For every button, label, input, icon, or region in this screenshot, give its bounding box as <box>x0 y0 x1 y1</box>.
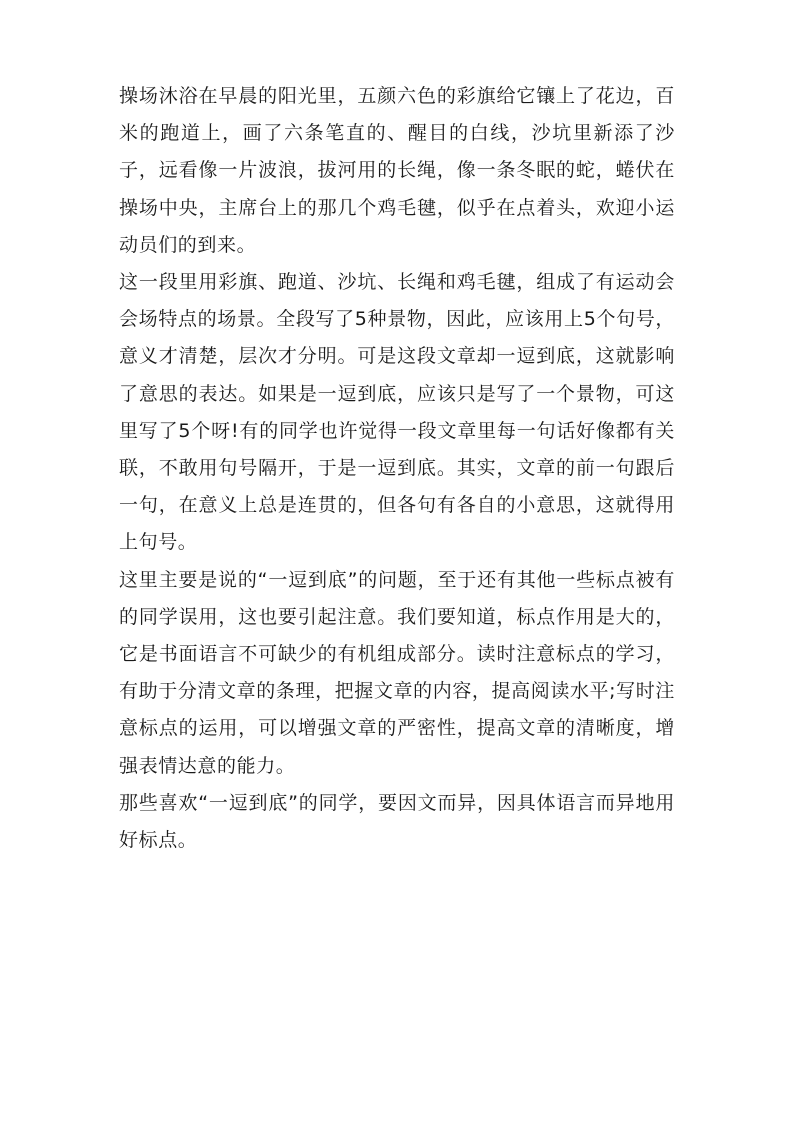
document-body <box>119 78 675 859</box>
paragraph-comma-analysis: 这一段里用彩旗、跑道、沙坑、长绳和鸡毛毽，组成了有运动会会场特点的场景。全段写了5种景物，因此，应该用上5个句号，意义才清楚，层次才分明。可是这段文章却一逗到底，这就影响了意思的表达。如果是一逗到底，应该只是写了一个景物，可这里写了5个呀!有的同学也许觉得一段文章里每一句话好像都有关联，不敢用句号隔开，于是一逗到底。其实，文章的前一句跟后一句，在意义上总是连贯的，但各句有各自的小意思，这就得用上句号。 <box>119 271 675 554</box>
paragraph-conclusion: 那些喜欢“一逗到底”的同学，要因文而异，因具体语言而异地用好标点。 <box>119 791 675 852</box>
paragraph-punctuation-importance: 这里主要是说的“一逗到底”的问题，至于还有其他一些标点被有的同学误用，这也要引起注意。我们要知道，标点作用是大的，它是书面语言不可缺少的有机组成部分。读时注意标点的学习，有助于分清文章的条理，把握文章的内容，提高阅读水平;写时注意标点的运用，可以增强文章的严密性，提高文章的清晰度，增强表情达意的能力。 <box>119 568 675 777</box>
paragraph-playground-description: 操场沐浴在早晨的阳光里，五颜六色的彩旗给它镶上了花边，百米的跑道上，画了六条笔直的、醒目的白线，沙坑里新添了沙子，远看像一片波浪，拔河用的长绳，像一条冬眠的蛇，蜷伏在操场中央，主席台上的那几个鸡毛毽，似乎在点着头，欢迎小运动员们的到来。 <box>119 85 675 256</box>
